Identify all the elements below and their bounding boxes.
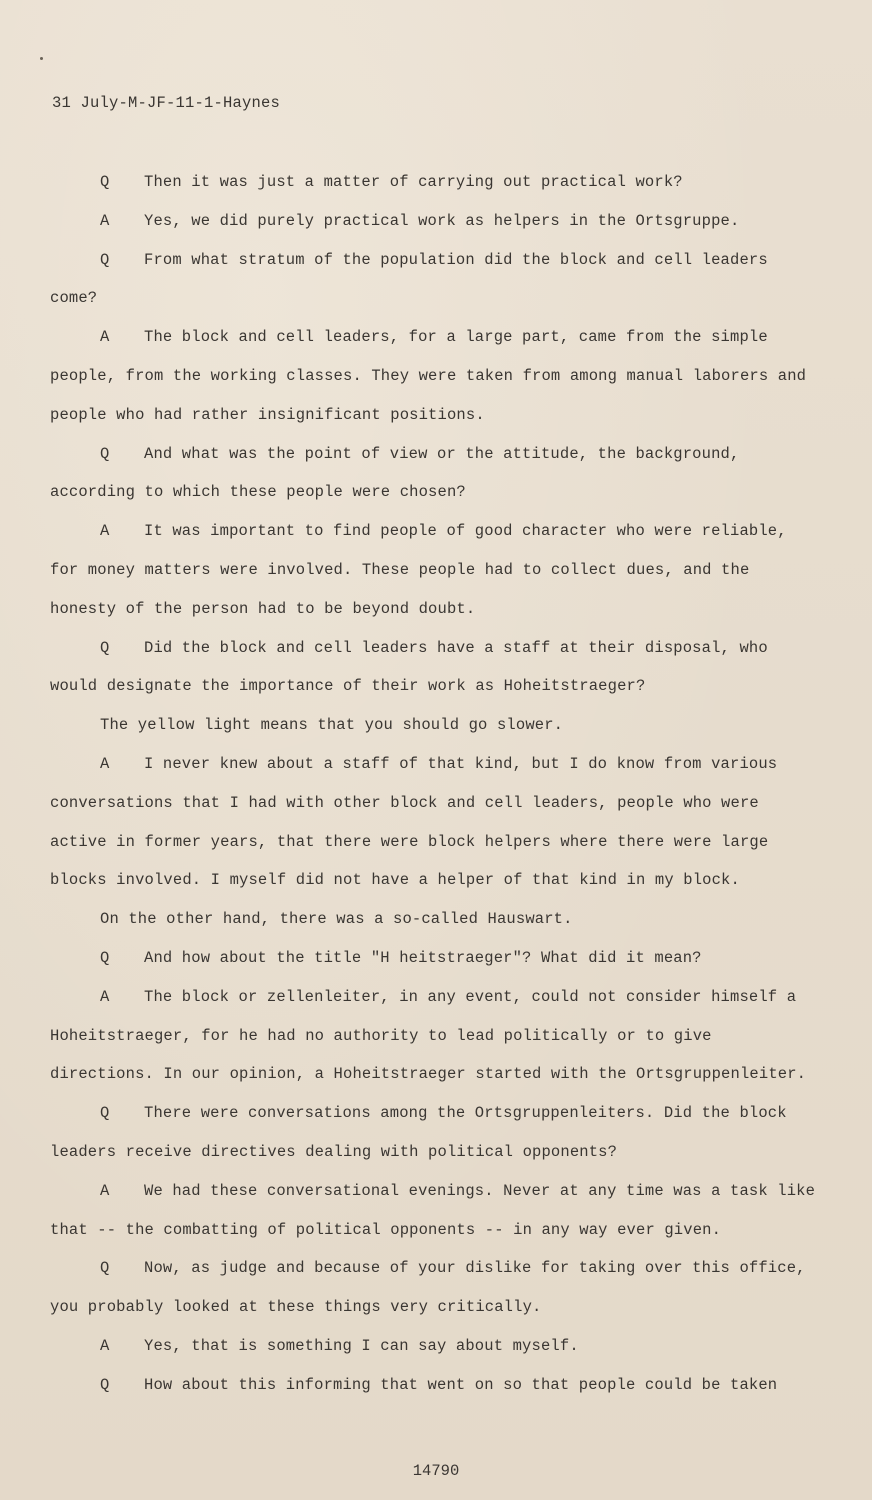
paragraph-text: Yes, that is something I can say about myself. — [144, 1336, 579, 1355]
speaker-label: A — [100, 754, 110, 773]
page-number: 14790 — [412, 1462, 460, 1480]
speaker-label: Q — [100, 173, 110, 191]
speaker-label: A — [100, 211, 110, 230]
paragraph-text: We had these conversational evenings. Never at any time was a task like that -- the combatting of political opponents -- in any way ever given. — [50, 1181, 816, 1239]
paragraph-text: And what was the point of view or the attitude, the background, according to which these people were chosen? — [50, 444, 740, 502]
transcript-paragraph — [50, 1172, 820, 1250]
transcript-note — [50, 706, 820, 745]
paragraph-text: I never knew about a staff of that kind, but I do know from various conversations that I had with other block and cell leaders, people who were active in former years, that there were block helpers where there were large blocks involved. I myself did not have a helper of that kind in my block. — [50, 754, 778, 890]
transcript-paragraph — [50, 1094, 820, 1172]
paragraph-text: Now, as judge and because of your dislike for taking over this office, you probably looked at these things very critically. — [50, 1259, 806, 1317]
speaker-label: Q — [100, 250, 110, 269]
transcript-paragraph — [50, 1327, 820, 1366]
paragraph-text: There were conversations among the Ortsgruppenleiters. Did the block leaders receive directives dealing with political opponents? — [50, 1104, 787, 1161]
paragraph-text: On the other hand, there was a so-called Hauswart. — [100, 910, 573, 929]
speaker-label: A — [100, 328, 110, 347]
document-header: 31 July-M-JF-11-1-Haynes — [52, 94, 281, 112]
speaker-label: Q — [100, 1375, 110, 1394]
transcript-paragraph — [50, 318, 820, 434]
transcript-paragraph — [50, 241, 820, 319]
paragraph-text: Yes, we did purely practical work as helpers in the Ortsgruppe. — [144, 211, 740, 230]
speaker-label: Q — [100, 948, 110, 967]
paragraph-text: From what stratum of the population did the block and cell leaders come? — [50, 250, 768, 308]
transcript-paragraph — [50, 435, 820, 513]
speaker-label: Q — [100, 638, 110, 657]
paragraph-text: And how about the title "H heitstraeger"? What did it mean? — [144, 948, 702, 967]
transcript-paragraph — [50, 939, 820, 978]
paragraph-text: Then it was just a matter of carrying out practical work? — [144, 173, 683, 191]
transcript-paragraph — [50, 1249, 820, 1327]
transcript-paragraph — [50, 512, 820, 628]
transcript-paragraph — [50, 1366, 820, 1405]
transcript-paragraph — [50, 978, 820, 1094]
speaker-label: Q — [100, 444, 110, 463]
transcript-paragraph — [50, 202, 820, 241]
transcript-paragraph — [50, 163, 820, 202]
speaker-label: A — [100, 1181, 110, 1200]
speaker-label: A — [100, 522, 110, 541]
transcript-body — [50, 163, 820, 1405]
paragraph-text: The block or zellenleiter, in any event, could not consider himself a Hoheitstraeger, for he had no authority to lead politically or to give directions. In our opinion, a Hoheitstraeger started with the Ortsgruppenleiter. — [50, 987, 807, 1084]
transcript-continuation — [50, 900, 820, 939]
speaker-label: A — [100, 1336, 110, 1355]
paper-speck — [40, 57, 43, 60]
paragraph-text: Did the block and cell leaders have a staff at their disposal, who would designate the importance of their work as Hoheitstraeger? — [50, 638, 768, 696]
transcript-paragraph — [50, 629, 820, 707]
paragraph-text: How about this informing that went on so that people could be taken — [144, 1375, 778, 1394]
speaker-label: Q — [100, 1259, 110, 1278]
speaker-label: Q — [100, 1104, 110, 1123]
paragraph-text: It was important to find people of good character who were reliable, for money matters were involved. These people had to collect dues, and the honesty of the person had to be beyond doubt. — [50, 522, 787, 618]
paragraph-text: The block and cell leaders, for a large part, came from the simple people, from the working classes. They were taken from among manual laborers and people who had rather insignificant positions. — [50, 328, 807, 424]
transcript-paragraph — [50, 745, 820, 900]
speaker-label: A — [100, 987, 110, 1006]
paragraph-text: The yellow light means that you should go slower. — [100, 716, 564, 735]
